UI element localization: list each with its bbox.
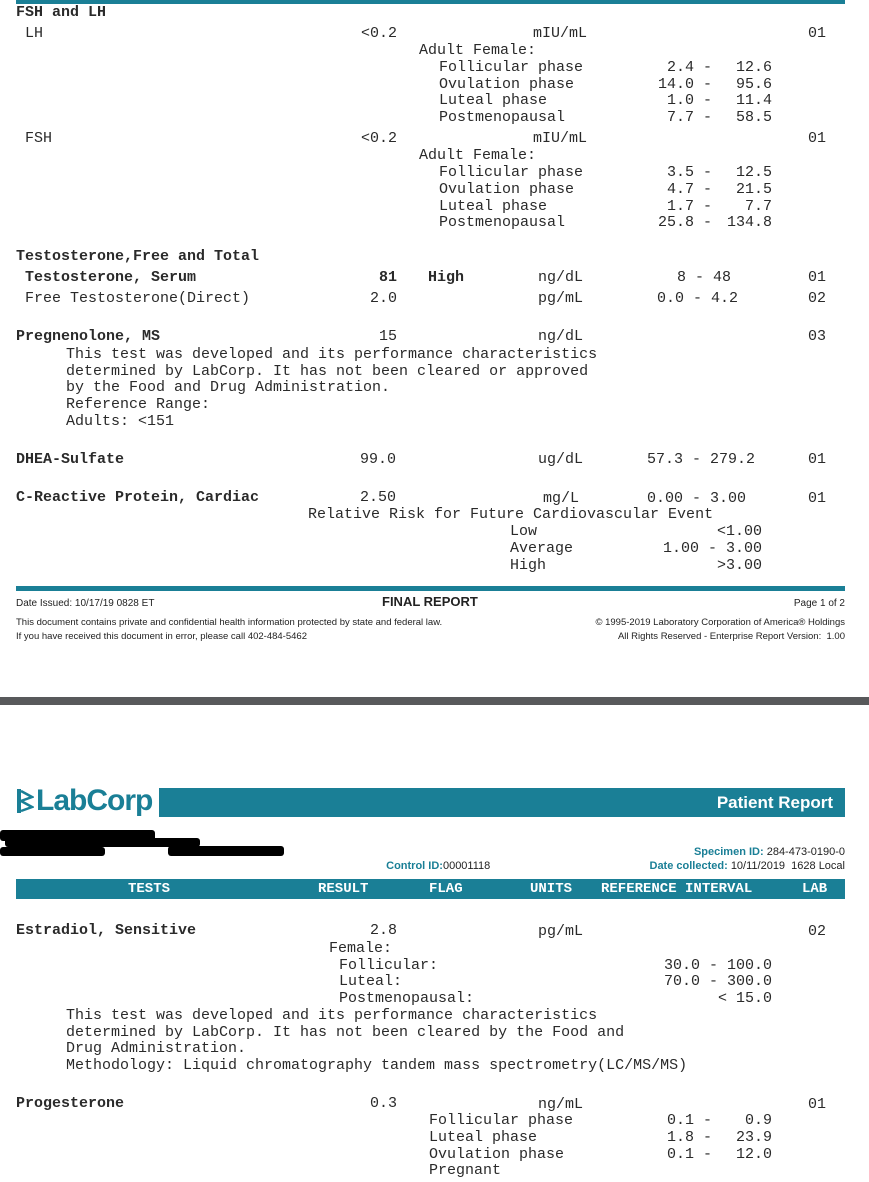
result-pregnenolone: 15 <box>379 328 398 345</box>
note-line: This test was developed and its performance characteristics <box>66 346 598 363</box>
range-value: < 15.0 <box>717 990 772 1007</box>
range-high: 21.5 <box>735 181 772 198</box>
range-high: 58.5 <box>735 109 772 126</box>
range-high: 134.8 <box>726 214 772 231</box>
range-free-testosterone: 0.0 - 4.2 <box>657 290 739 307</box>
units-estradiol: pg/mL <box>538 923 584 940</box>
page-number: Page 1 of 2 <box>793 598 845 609</box>
units-fsh: mIU/mL <box>533 130 588 147</box>
range-low: 14.0 - <box>657 76 712 93</box>
specimen-id-label: Specimen ID: <box>693 846 764 858</box>
report-title: Patient Report <box>716 793 833 812</box>
range-dhea: 57.3 - 279.2 <box>647 451 756 468</box>
note-line: Drug Administration. <box>66 1040 247 1057</box>
risk-value: >3.00 <box>716 557 762 574</box>
risk-value: <1.00 <box>716 523 762 540</box>
range-low: 0.1 - <box>666 1146 712 1163</box>
date-issued: Date Issued: 10/17/19 0828 ET <box>16 598 155 609</box>
range-value: 30.0 - 100.0 <box>663 957 772 974</box>
range-low: 1.7 - <box>666 198 712 215</box>
privacy-notice: This document contains private and confidential health information protected by state and federal law. <box>16 617 443 628</box>
control-id-value: 00001118 <box>442 860 491 872</box>
lab-testosterone-serum: 01 <box>808 269 827 286</box>
control-id-label: Control ID: <box>386 860 443 872</box>
result-crp: 2.50 <box>360 489 397 506</box>
result-lh: <0.2 <box>360 25 397 42</box>
range-crp: 0.00 - 3.00 <box>647 490 747 507</box>
range-label: Luteal: <box>339 973 403 990</box>
lab-dhea: 01 <box>808 451 827 468</box>
test-name-testosterone-serum: Testosterone, Serum <box>25 269 197 286</box>
date-collected-label: Date collected: <box>649 860 728 872</box>
units-dhea: ug/dL <box>538 451 584 468</box>
risk-value: 1.00 - 3.00 <box>662 540 762 557</box>
range-label: Postmenopausal <box>439 109 566 126</box>
range-label: Follicular phase <box>429 1112 574 1129</box>
redacted-patient-info <box>0 847 105 856</box>
note-line: Methodology: Liquid chromatography tandem mass spectrometry(LC/MS/MS) <box>66 1057 688 1074</box>
note-line: by the Food and Drug Administration. <box>66 379 391 396</box>
range-value: 70.0 - 300.0 <box>663 973 772 990</box>
result-testosterone-serum: 81 <box>378 269 397 286</box>
section-title-fsh-lh: FSH and LH <box>16 4 107 21</box>
result-fsh: <0.2 <box>360 130 397 147</box>
flag-high: High <box>428 269 465 286</box>
range-label: Ovulation phase <box>429 1146 565 1163</box>
lab-progesterone: 01 <box>808 1096 827 1113</box>
units-testosterone-serum: ng/dL <box>538 269 584 286</box>
range-low: 4.7 - <box>666 181 712 198</box>
note-line: Reference Range: <box>66 396 211 413</box>
test-name-lh: LH <box>25 25 44 42</box>
col-tests: TESTS <box>128 881 171 897</box>
test-name-progesterone: Progesterone <box>16 1095 125 1112</box>
logo-text: LabCorp <box>36 784 153 817</box>
range-high: 95.6 <box>735 76 772 93</box>
risk-label: High <box>510 557 547 574</box>
section-title-testosterone: Testosterone,Free and Total <box>16 248 260 265</box>
range-low: 0.1 - <box>666 1112 712 1129</box>
note-line: This test was developed and its performance characteristics <box>66 1007 598 1024</box>
range-low: 7.7 - <box>666 109 712 126</box>
risk-label: Average <box>510 540 574 557</box>
footer-rule <box>16 586 845 591</box>
result-estradiol: 2.8 <box>370 922 398 939</box>
range-high: 11.4 <box>735 92 772 109</box>
range-low: 1.0 - <box>666 92 712 109</box>
lab-crp: 01 <box>808 490 827 507</box>
result-progesterone: 0.3 <box>370 1095 398 1112</box>
range-label: Follicular: <box>339 957 439 974</box>
page-separator <box>0 697 869 705</box>
privacy-notice: If you have received this document in error, please call 402-484-5462 <box>16 631 307 642</box>
col-reference-interval: REFERENCE INTERVAL <box>601 881 753 897</box>
control-id <box>380 845 490 873</box>
col-result: RESULT <box>318 881 369 897</box>
col-flag: FLAG <box>429 881 463 897</box>
range-label: Follicular phase <box>439 164 584 181</box>
test-name-dhea: DHEA-Sulfate <box>16 451 125 468</box>
header-band <box>159 788 845 817</box>
date-collected-value: 10/11/2019 1628 Local <box>730 860 845 872</box>
lab-estradiol: 02 <box>808 923 827 940</box>
test-name-pregnenolone: Pregnenolone, MS <box>16 328 161 345</box>
lab-pregnenolone: 03 <box>808 328 827 345</box>
range-low: 3.5 - <box>666 164 712 181</box>
units-crp: mg/L <box>543 490 580 507</box>
units-progesterone: ng/mL <box>538 1096 584 1113</box>
col-units: UNITS <box>530 881 573 897</box>
final-report-label: FINAL REPORT <box>382 594 478 609</box>
test-name-fsh: FSH <box>25 130 53 147</box>
range-label: Ovulation phase <box>439 181 575 198</box>
units-free-testosterone: pg/mL <box>538 290 584 307</box>
range-label: Postmenopausal <box>439 214 566 231</box>
copyright: All Rights Reserved - Enterprise Report Version: 1.00 <box>617 631 845 642</box>
note-line: determined by LabCorp. It has not been cleared by the Food and <box>66 1024 625 1041</box>
range-low: 25.8 - <box>657 214 712 231</box>
group-fsh: Adult Female: <box>419 147 537 164</box>
range-label: Pregnant <box>429 1162 502 1179</box>
range-low: 2.4 - <box>666 59 712 76</box>
date-collected <box>560 845 845 873</box>
labcorp-header <box>16 785 845 818</box>
test-name-crp: C-Reactive Protein, Cardiac <box>16 489 260 506</box>
range-low: 1.8 - <box>666 1129 712 1146</box>
note-line: Adults: <151 <box>66 413 175 430</box>
range-label: Luteal phase <box>439 198 548 215</box>
range-high: 12.6 <box>735 59 772 76</box>
group-lh: Adult Female: <box>419 42 537 59</box>
result-free-testosterone: 2.0 <box>369 290 397 307</box>
labcorp-logo-icon <box>16 788 34 814</box>
specimen-id-value: 284-473-0190-0 <box>766 846 845 858</box>
lab-fsh: 01 <box>808 130 827 147</box>
copyright: © 1995-2019 Laboratory Corporation of America® Holdings <box>595 617 845 628</box>
labcorp-logo <box>16 785 158 818</box>
range-high: 23.9 <box>735 1129 772 1146</box>
range-label: Luteal phase <box>429 1129 538 1146</box>
test-name-free-testosterone: Free Testosterone(Direct) <box>25 290 251 307</box>
range-high: 7.7 <box>744 198 772 215</box>
group-estradiol: Female: <box>329 940 393 957</box>
note-line: determined by LabCorp. It has not been cleared or approved <box>66 363 589 380</box>
units-pregnenolone: ng/dL <box>538 328 584 345</box>
range-high: 12.0 <box>735 1146 772 1163</box>
range-label: Luteal phase <box>439 92 548 109</box>
units-lh: mIU/mL <box>533 25 588 42</box>
lab-lh: 01 <box>808 25 827 42</box>
range-testosterone-serum: 8 - 48 <box>677 269 732 286</box>
range-high: 12.5 <box>735 164 772 181</box>
redacted-patient-info <box>168 846 284 856</box>
top-rule <box>16 0 845 4</box>
range-high: 0.9 <box>744 1112 772 1129</box>
col-lab: LAB <box>802 881 828 897</box>
range-label: Postmenopausal: <box>339 990 475 1007</box>
range-label: Ovulation phase <box>439 76 575 93</box>
lab-free-testosterone: 02 <box>808 290 827 307</box>
risk-title: Relative Risk for Future Cardiovascular Event <box>308 506 714 523</box>
risk-label: Low <box>510 523 538 540</box>
range-label: Follicular phase <box>439 59 584 76</box>
test-name-estradiol: Estradiol, Sensitive <box>16 922 197 939</box>
result-dhea: 99.0 <box>360 451 397 468</box>
